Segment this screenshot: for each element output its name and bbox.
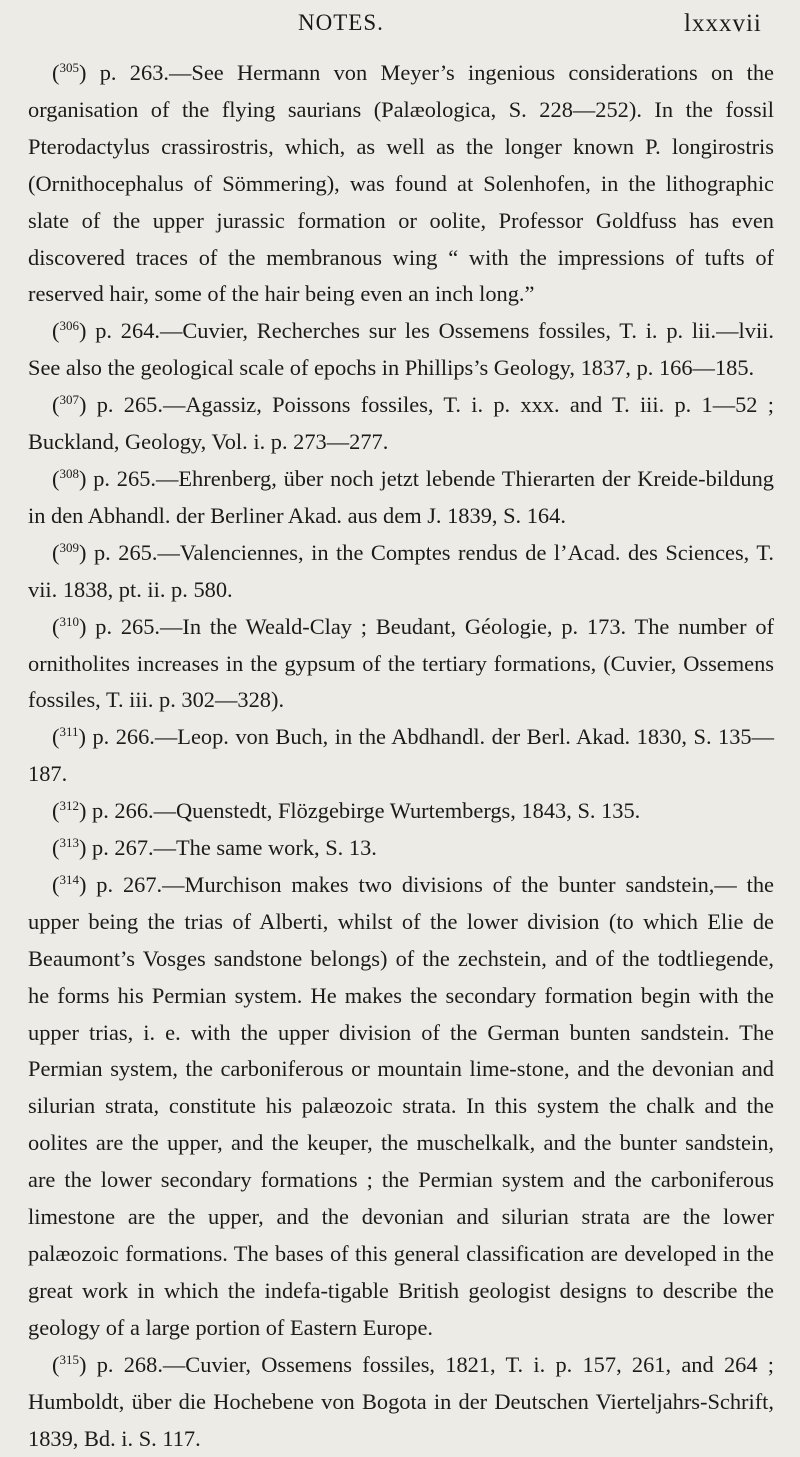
note-number: 307 [59, 392, 79, 408]
notes-body [28, 55, 774, 1457]
note-number: 306 [59, 318, 79, 334]
page-number: lxxxvii [684, 10, 762, 37]
running-title: NOTES. [298, 10, 384, 35]
note-text: p. 265.—Valenciennes, in the Comptes rendus de l’Acad. des Sciences, T. vii. 1838, pt. ii. p. 580. [28, 539, 774, 602]
note-number: 311 [59, 724, 79, 740]
note-number: 308 [59, 465, 79, 481]
note-text: p. 263.—See Hermann von Meyer’s ingenious considerations on the organisation of the flying saurians (Palæologica, S. 228—252). In the fossil Pterodactylus crassirostris, which, as well as the longer known P. longirostris (Ornithocephalus of Sömmering), was found at Solenhofen, in the lithographic slate of the upper jurassic formation or oolite, Professor Goldfuss has even discovered traces of the membranous wing “ with the impressions of tufts of reserved hair, some of the hair being even an inch long.” [28, 60, 774, 307]
note-text: p. 265.—Ehrenberg, über noch jetzt lebende Thierarten der Kreide-bildung in den Abhandl. der Berliner Akad. aus dem J. 1839, S. 164. [28, 465, 774, 528]
note-311: ($^{311}$) p. 266.—Leop. von Buch, in the Abdhandl. der Berl. Akad. 1830, S. 135—187. [28, 724, 774, 787]
note-text: p. 266.—Leop. von Buch, in the Abdhandl. der Berl. Akad. 1830, S. 135—187. [28, 724, 774, 787]
note-number: 312 [59, 798, 79, 814]
note-306: ($^{306}$) p. 264.—Cuvier, Recherches sur les Ossemens fossiles, T. i. p. lii.—lvii. See also the geological scale of epochs in Phillips’s Geology, 1837, p. 166—185. [28, 318, 774, 381]
note-text: p. 264.—Cuvier, Recherches sur les Ossemens fossiles, T. i. p. lii.—lvii. See also the geological scale of epochs in Phillips’s Geology, 1837, p. 166—185. [28, 318, 774, 381]
note-312: ($^{312}$) p. 266.—Quenstedt, Flözgebirge Wurtembergs, 1843, S. 135. [52, 798, 641, 824]
note-313: ($^{313}$) p. 267.—The same work, S. 13. [52, 835, 377, 861]
note-text: p. 265.—Agassiz, Poissons fossiles, T. i. p. xxx. and T. iii. p. 1—52 ; Buckland, Geology, Vol. i. p. 273—277. [28, 392, 774, 455]
note-310: ($^{310}$) p. 265.—In the Weald-Clay ; Beudant, Géologie, p. 173. The number of ornitholites increases in the gypsum of the tertiary formations, (Cuvier, Ossemens fossiles, T. iii. p. 302—328). [28, 613, 774, 713]
note-307: ($^{307}$) p. 265.—Agassiz, Poissons fossiles, T. i. p. xxx. and T. iii. p. 1—52 ; Buckland, Geology, Vol. i. p. 273—277. [28, 392, 774, 455]
note-text: p. 265.—In the Weald-Clay ; Beudant, Géologie, p. 173. The number of ornitholites increases in the gypsum of the tertiary formations, (Cuvier, Ossemens fossiles, T. iii. p. 302—328). [28, 613, 774, 713]
note-309: ($^{309}$) p. 265.—Valenciennes, in the Comptes rendus de l’Acad. des Sciences, T. vii. 1838, pt. ii. p. 580. [28, 539, 774, 602]
note-314: ($^{314}$) p. 267.—Murchison makes two divisions of the bunter sandstein,— the upper being the trias of Alberti, whilst of the lower division (to which Elie de Beaumont’s Vosges sandstone belongs) of the zechstein, and of the todtliegende, he forms his Permian system. He makes the secondary formation begin with the upper trias, i. e. with the upper division of the German bunten sandstein. The Permian system, the carboniferous or mountain lime-stone, and the devonian and silurian strata, constitute his palæozoic strata. In this system the chalk and the oolites are the upper, and the keuper, the muschelkalk, and the bunter sandstein, are the lower secondary formations ; the Permian system and the carboniferous limestone are the upper, and the devonian and silurian strata are the lower palæozoic formations. The bases of this general classification are developed in the great work in which the indefa-tigable British geologist designs to describe the geology of a large portion of Eastern Europe. [28, 871, 774, 1340]
note-number: 314 [59, 871, 79, 887]
note-number: 310 [59, 613, 79, 629]
note-text: p. 267.—The same work, S. 13. [86, 835, 377, 861]
note-text: p. 267.—Murchison makes two divisions of the bunter sandstein,— the upper being the trias of Alberti, whilst of the lower division (to which Elie de Beaumont’s Vosges sandstone belongs) of the zechstein, and of the todtliegende, he forms his Permian system. He makes the secondary formation begin with the upper trias, i. e. with the upper division of the German bunten sandstein. The Permian system, the carboniferous or mountain lime-stone, and the devonian and silurian strata, constitute his palæozoic strata. In this system the chalk and the oolites are the upper, and the keuper, the muschelkalk, and the bunter sandstein, are the lower secondary formations ; the Permian system and the carboniferous limestone are the upper, and the devonian and silurian strata are the lower palæozoic formations. The bases of this general classification are developed in the great work in which the indefa-tigable British geologist designs to describe the geology of a large portion of Eastern Europe. [28, 871, 774, 1340]
note-number: 313 [59, 835, 79, 851]
note-315: ($^{315}$) p. 268.—Cuvier, Ossemens fossiles, 1821, T. i. p. 157, 261, and 264 ; Humboldt, über die Hochebene von Bogota in der Deutschen Vierteljahrs-Schrift, 1839, Bd. i. S. 117. [28, 1351, 774, 1451]
note-305: ($^{305}$) p. 263.—See Hermann von Meyer’s ingenious considerations on the organisation of the flying saurians (Palæologica, S. 228—252). In the fossil Pterodactylus crassirostris, which, as well as the longer known P. longirostris (Ornithocephalus of Sömmering), was found at Solenhofen, in the lithographic slate of the upper jurassic formation or oolite, Professor Goldfuss has even discovered traces of the membranous wing “ with the impressions of tufts of reserved hair, some of the hair being even an inch long.” [28, 60, 774, 307]
note-text: p. 268.—Cuvier, Ossemens fossiles, 1821, T. i. p. 157, 261, and 264 ; Humboldt, über die Hochebene von Bogota in der Deutschen Vierteljahrs-Schrift, 1839, Bd. i. S. 117. [28, 1351, 774, 1451]
note-text: p. 266.—Quenstedt, Flözgebirge Wurtembergs, 1843, S. 135. [86, 798, 641, 824]
running-header [0, 8, 800, 48]
note-number: 305 [59, 60, 79, 75]
note-number: 315 [59, 1351, 79, 1367]
note-308: ($^{308}$) p. 265.—Ehrenberg, über noch jetzt lebende Thierarten der Kreide-bildung in den Abhandl. der Berliner Akad. aus dem J. 1839, S. 164. [28, 465, 774, 528]
note-number: 309 [59, 539, 79, 555]
